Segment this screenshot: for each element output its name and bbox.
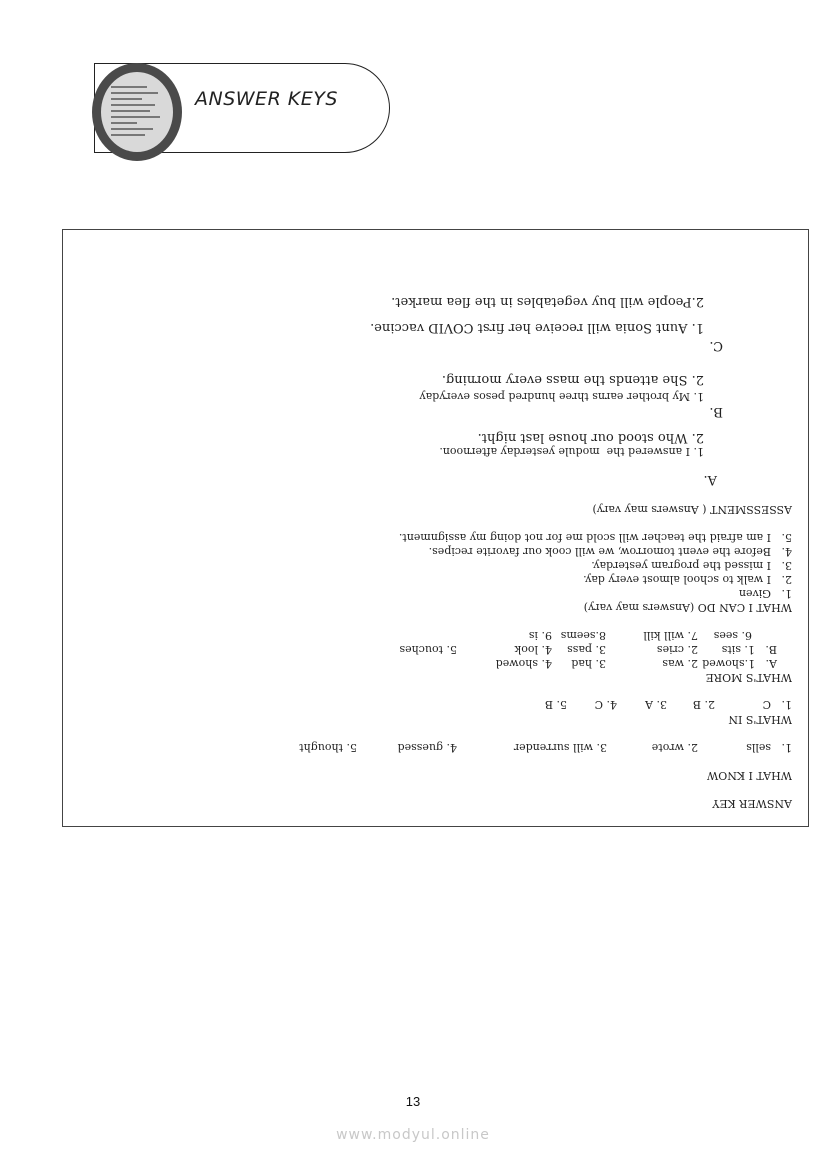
whats-more-item: 5. touches xyxy=(399,643,457,656)
seal-inner xyxy=(101,72,173,152)
what-i-know-item: 2. wrote xyxy=(651,741,698,754)
whats-more-item: A. 1.showed xyxy=(702,657,777,670)
whats-more-item: 3. pass xyxy=(567,643,606,656)
whats-more-item: 6. sees xyxy=(713,629,752,642)
what-i-can-do-item: 2. I walk to school almost every day. xyxy=(583,573,792,586)
whats-more-item: 3. had xyxy=(571,657,606,670)
whats-in-item: 4. C xyxy=(594,698,617,711)
assessment-section-label: C. xyxy=(709,338,723,353)
whats-more-item: 9. is xyxy=(528,629,552,642)
answer-key-heading: ANSWER KEY xyxy=(712,797,792,810)
seal-text-lines xyxy=(111,86,163,140)
whats-more-heading: WHAT'S MORE xyxy=(705,671,792,684)
whats-in-item: 5. B xyxy=(544,698,567,711)
assessment-item: 2.People will buy vegetables in the flea market. xyxy=(391,294,704,309)
whats-more-item: 8.seems xyxy=(560,629,606,642)
page-number: 13 xyxy=(405,1094,421,1109)
whats-more-item: 2. was xyxy=(662,657,698,670)
whats-in-item: 3. A xyxy=(645,698,667,711)
whats-in-item: 1. C xyxy=(762,698,792,711)
answer-key-box xyxy=(62,229,809,827)
what-i-can-do-heading: WHAT I CAN DO (Answers may vary) xyxy=(583,601,792,614)
assessment-item: 1. My brother earns three hundred pesos everyday xyxy=(419,390,704,403)
what-i-can-do-item: 4. Before the event tomorrow, we will cook our favorite recipes. xyxy=(428,545,792,558)
whats-more-item: 4. showed xyxy=(495,657,552,670)
what-i-know-item: 5. thought xyxy=(299,741,357,754)
what-i-know-item: 4. guessed xyxy=(397,741,457,754)
assessment-item: 1. I answered the module yesterday afternoon. xyxy=(439,445,704,458)
module-seal-image xyxy=(92,63,182,161)
what-i-can-do-item: 1. Given xyxy=(738,587,792,600)
what-i-can-do-item: 3. I missed the program yesterday. xyxy=(591,559,792,572)
whats-more-item: 7. will kill xyxy=(643,629,698,642)
assessment-section-label: B. xyxy=(709,404,723,419)
what-i-know-item: 1. sells xyxy=(746,741,792,754)
assessment-item: 2. Who stood our house last night. xyxy=(477,430,704,445)
answer-key-content xyxy=(63,230,807,825)
whats-more-item: B. 1. sits xyxy=(721,643,777,656)
watermark: www.modyul.online xyxy=(336,1127,490,1143)
whats-more-item: 2. cries xyxy=(656,643,698,656)
assessment-item: 2. She attends the mass every morning. xyxy=(441,372,704,387)
whats-in-item: 2. B xyxy=(692,698,715,711)
what-i-know-item: 3. will surrender xyxy=(513,741,607,754)
whats-more-item: 4. look xyxy=(514,643,552,656)
banner-title: ANSWER KEYS xyxy=(195,88,338,110)
assessment-section-label: A. xyxy=(703,472,717,487)
whats-in-heading: WHAT'S IN xyxy=(728,713,792,726)
assessment-item: 1. Aunt Sonia will receive her first COVID vaccine. xyxy=(370,320,704,335)
what-i-can-do-item: 5. I am afraid the teacher will scold me for not doing my assignment. xyxy=(398,531,792,544)
assessment-heading: ASSESSMENT ( Answers may vary) xyxy=(592,503,792,516)
what-i-know-heading: WHAT I KNOW xyxy=(706,769,792,782)
